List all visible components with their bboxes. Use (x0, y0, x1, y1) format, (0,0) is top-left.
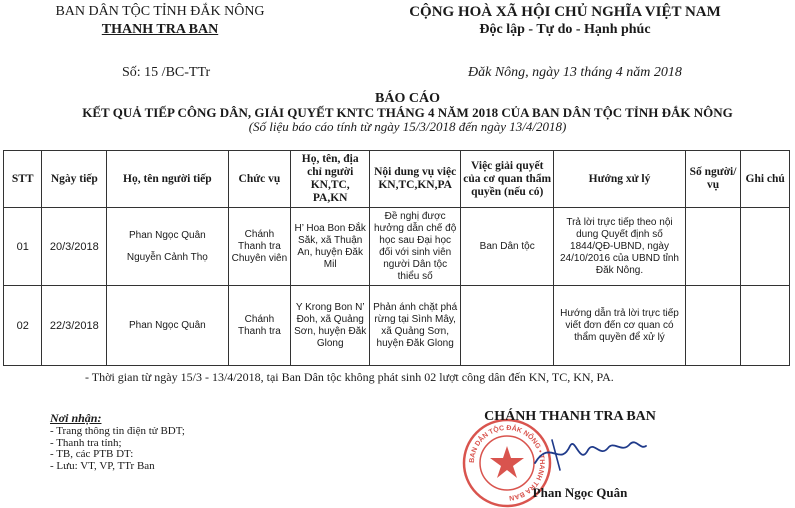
col-resolution: Việc giải quyết của cơ quan thẩm quyền (nếu có) (461, 151, 554, 208)
cell-content: Đề nghị được hưởng dẫn chế độ học sau Đại học đối với sinh viên người Dân tộc thiểu số (370, 208, 461, 286)
cell-content: Phản ánh chặt phá rừng tại Sình Mây, xã Quảng Sơn, huyện Đăk Glong (370, 286, 461, 366)
col-petitioner: Họ, tên, địa chỉ người KN,TC, PA,KN (291, 151, 370, 208)
col-stt: STT (4, 151, 42, 208)
handwritten-signature (530, 428, 650, 478)
col-date: Ngày tiếp (42, 151, 107, 208)
col-count: Số người/ vụ (685, 151, 741, 208)
summary-note: - Thời gian từ ngày 15/3 - 13/4/2018, tại Ban Dân tộc không phát sinh 02 lượt công dân đến KN, TC, KN, PA. (85, 370, 614, 384)
table-row (4, 208, 790, 286)
col-position: Chức vụ (228, 151, 291, 208)
report-title (60, 92, 755, 134)
cell-receiver (107, 286, 228, 366)
recipient-item: - Trang thông tin điện tử BDT; (50, 425, 185, 437)
org-unit: THANH TRA BAN (101, 22, 219, 37)
receiver-name: Phan Ngọc Quân (129, 229, 206, 241)
col-content: Nội dung vụ việc KN,TC,KN,PA (370, 151, 461, 208)
org-parent: BAN DÂN TỘC TỈNH ĐẮK NÔNG (55, 4, 265, 19)
cell-position: Chánh Thanh tra Chuyên viên (228, 208, 291, 286)
table-header-row (4, 151, 790, 208)
cell-date: 20/3/2018 (42, 208, 107, 286)
report-period: (Số liệu báo cáo tính từ ngày 15/3/2018 đến ngày 13/4/2018) (248, 119, 567, 134)
cell-position: Chánh Thanh tra (228, 286, 291, 366)
col-note: Ghi chú (741, 151, 790, 208)
signer-title: CHÁNH THANH TRA BAN (484, 409, 656, 424)
recipient-item: - Thanh tra tỉnh; (50, 436, 122, 449)
national-motto: Độc lập - Tự do - Hạnh phúc (479, 22, 651, 37)
seal-text: BAN DÂN TỘC ĐẮK NÔNG • THANH TRA BAN (468, 424, 546, 501)
cell-note (741, 286, 790, 366)
cell-count (685, 286, 741, 366)
recipients-block (50, 411, 185, 472)
recipient-item: - TB, các PTB DT: (50, 448, 134, 460)
cell-note (741, 208, 790, 286)
recipient-item: - Lưu: VT, VP, TTr Ban (50, 459, 155, 472)
col-handling: Hướng xử lý (554, 151, 686, 208)
place-date: Đăk Nông, ngày 13 tháng 4 năm 2018 (468, 65, 682, 80)
receiver-name: Nguyễn Cảnh Thọ (126, 251, 208, 263)
report-title-line1: BÁO CÁO (375, 91, 440, 106)
cell-petitioner: Y Krong Bon N’ Đoh, xã Quảng Sơn, huyện Đăk Glong (291, 286, 370, 366)
col-receiver: Họ, tên người tiếp (107, 151, 228, 208)
cell-count (685, 208, 741, 286)
document-number: Số: 15 /BC-TTr (122, 65, 211, 80)
cell-stt: 02 (4, 286, 42, 366)
cell-resolution: Ban Dân tộc (461, 208, 554, 286)
table-row (4, 286, 790, 366)
report-title-line2: KẾT QUẢ TIẾP CÔNG DÂN, GIẢI QUYẾT KNTC THÁNG 4 NĂM 2018 CỦA BAN DÂN TỘC TỈNH ĐẮK NÔNG (82, 105, 733, 120)
report-table (3, 150, 790, 366)
recipients-heading: Nơi nhận: (50, 411, 102, 425)
cell-stt: 01 (4, 208, 42, 286)
cell-handling: Hướng dẫn trả lời trực tiếp viết đơn đến cơ quan có thẩm quyền để xử lý (554, 286, 686, 366)
cell-handling: Trả lời trực tiếp theo nội dung Quyết định số 1844/QĐ-UBND, ngày 24/10/2016 của UBND tỉnh Đăk Nông. (554, 208, 686, 286)
cell-resolution (461, 286, 554, 366)
signer-name: Phan Ngọc Quân (532, 485, 628, 500)
cell-petitioner: H’ Hoa Bon Đắk Săk, xã Thuận An, huyện Đăk Mil (291, 208, 370, 286)
cell-date: 22/3/2018 (42, 286, 107, 366)
national-header (380, 3, 750, 39)
nation-name: CỘNG HOÀ XÃ HỘI CHỦ NGHĨA VIỆT NAM (409, 4, 721, 20)
receiver-name: Phan Ngọc Quân (129, 319, 206, 331)
issuing-organization (40, 3, 280, 39)
cell-receiver (107, 208, 228, 286)
